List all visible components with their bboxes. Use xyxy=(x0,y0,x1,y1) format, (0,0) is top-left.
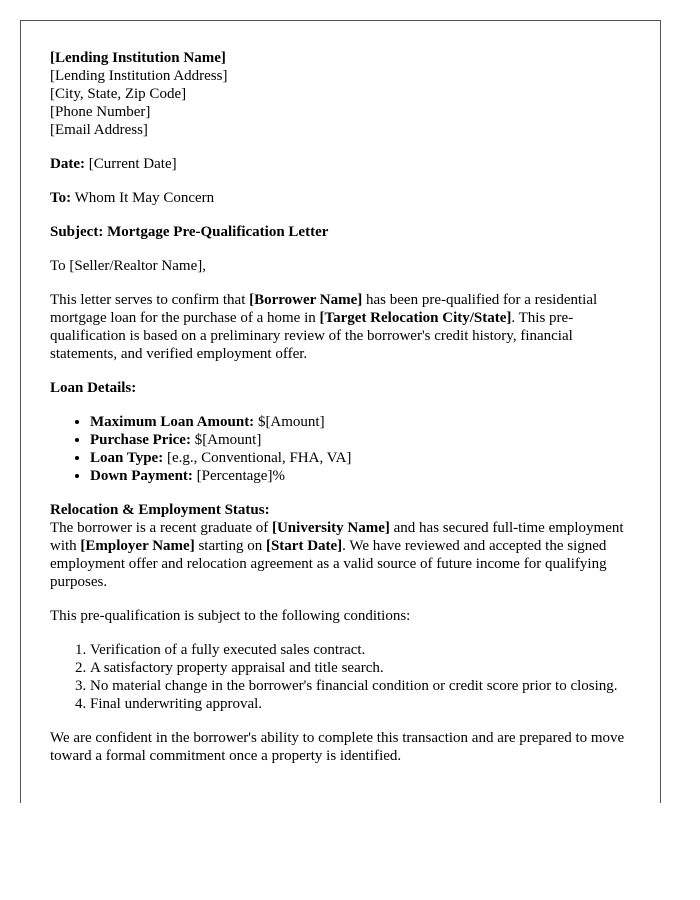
loan-detail-value: [e.g., Conventional, FHA, VA] xyxy=(163,450,352,466)
list-item: 4. Final underwriting approval. xyxy=(90,695,640,713)
lender-phone: [Phone Number] xyxy=(50,104,151,120)
intro-text-1: This letter serves to confirm that xyxy=(50,292,250,308)
list-item xyxy=(90,449,640,467)
relocation-paragraph xyxy=(50,519,640,591)
relocation-city: [Target Relocation City/State] xyxy=(319,310,512,326)
intro-text-2: has been pre-qualified for a residential mortgage loan for the purchase of a home in xyxy=(50,292,598,326)
relocation-section xyxy=(50,501,640,591)
loan-detail-label: Purchase Price: xyxy=(90,432,191,448)
list-item xyxy=(90,413,640,431)
loan-details-list xyxy=(50,413,640,485)
list-item: 3. No material change in the borrower's financial condition or credit score prior to closing. xyxy=(90,677,640,695)
subject-line: Subject: Mortgage Pre-Qualification Letter xyxy=(50,224,329,240)
letter-page xyxy=(20,20,661,803)
loan-detail-value: [Percentage]% xyxy=(192,468,285,484)
lender-header xyxy=(50,49,640,139)
loan-details-heading: Loan Details: xyxy=(50,380,137,396)
to-value: Whom It May Concern xyxy=(71,190,215,206)
loan-detail-label: Down Payment: xyxy=(90,468,193,484)
lender-address: [Lending Institution Address] xyxy=(50,68,228,84)
lender-email: [Email Address] xyxy=(50,122,148,138)
lender-city-state-zip: [City, State, Zip Code] xyxy=(50,86,187,102)
loan-detail-value: $[Amount] xyxy=(254,414,325,430)
letter-content xyxy=(50,49,640,765)
lender-name: [Lending Institution Name] xyxy=(50,50,226,66)
salutation: To [Seller/Realtor Name], xyxy=(50,258,206,274)
list-item: 1. Verification of a fully executed sales contract. xyxy=(90,641,640,659)
loan-detail-label: Maximum Loan Amount: xyxy=(90,414,255,430)
date-label: Date: xyxy=(50,156,85,172)
relocation-text-4: . We have reviewed and accepted the signed employment offer and relocation agreement as a valid source of future income for qualifying purposes. xyxy=(50,538,607,590)
relocation-text-3: starting on xyxy=(194,538,266,554)
list-item: 2. A satisfactory property appraisal and title search. xyxy=(90,659,640,677)
start-date: [Start Date] xyxy=(265,538,343,554)
conditions-list xyxy=(50,641,640,713)
intro-paragraph xyxy=(50,291,640,363)
to-line xyxy=(50,189,640,207)
employer-name: [Employer Name] xyxy=(80,538,195,554)
list-item xyxy=(90,467,640,485)
intro-text-3: . This pre-qualification is based on a preliminary review of the borrower's credit history, financial statements, and verified employment offer. xyxy=(50,310,574,362)
to-label: To: xyxy=(50,190,72,206)
date-line xyxy=(50,155,640,173)
university-name: [University Name] xyxy=(271,520,390,536)
loan-detail-value: $[Amount] xyxy=(190,432,262,448)
borrower-name: [Borrower Name] xyxy=(249,292,363,308)
relocation-text-2: and has secured full-time employment with xyxy=(50,520,624,554)
relocation-heading: Relocation & Employment Status: xyxy=(50,502,270,518)
list-item xyxy=(90,431,640,449)
relocation-text-1: The borrower is a recent graduate of xyxy=(50,520,272,536)
date-value: [Current Date] xyxy=(84,156,177,172)
closing-paragraph: We are confident in the borrower's ability to complete this transaction and are prepared to move toward a formal commitment once a property is identified. xyxy=(50,730,625,764)
loan-detail-label: Loan Type: xyxy=(90,450,164,466)
conditions-intro: This pre-qualification is subject to the following conditions: xyxy=(50,608,411,624)
